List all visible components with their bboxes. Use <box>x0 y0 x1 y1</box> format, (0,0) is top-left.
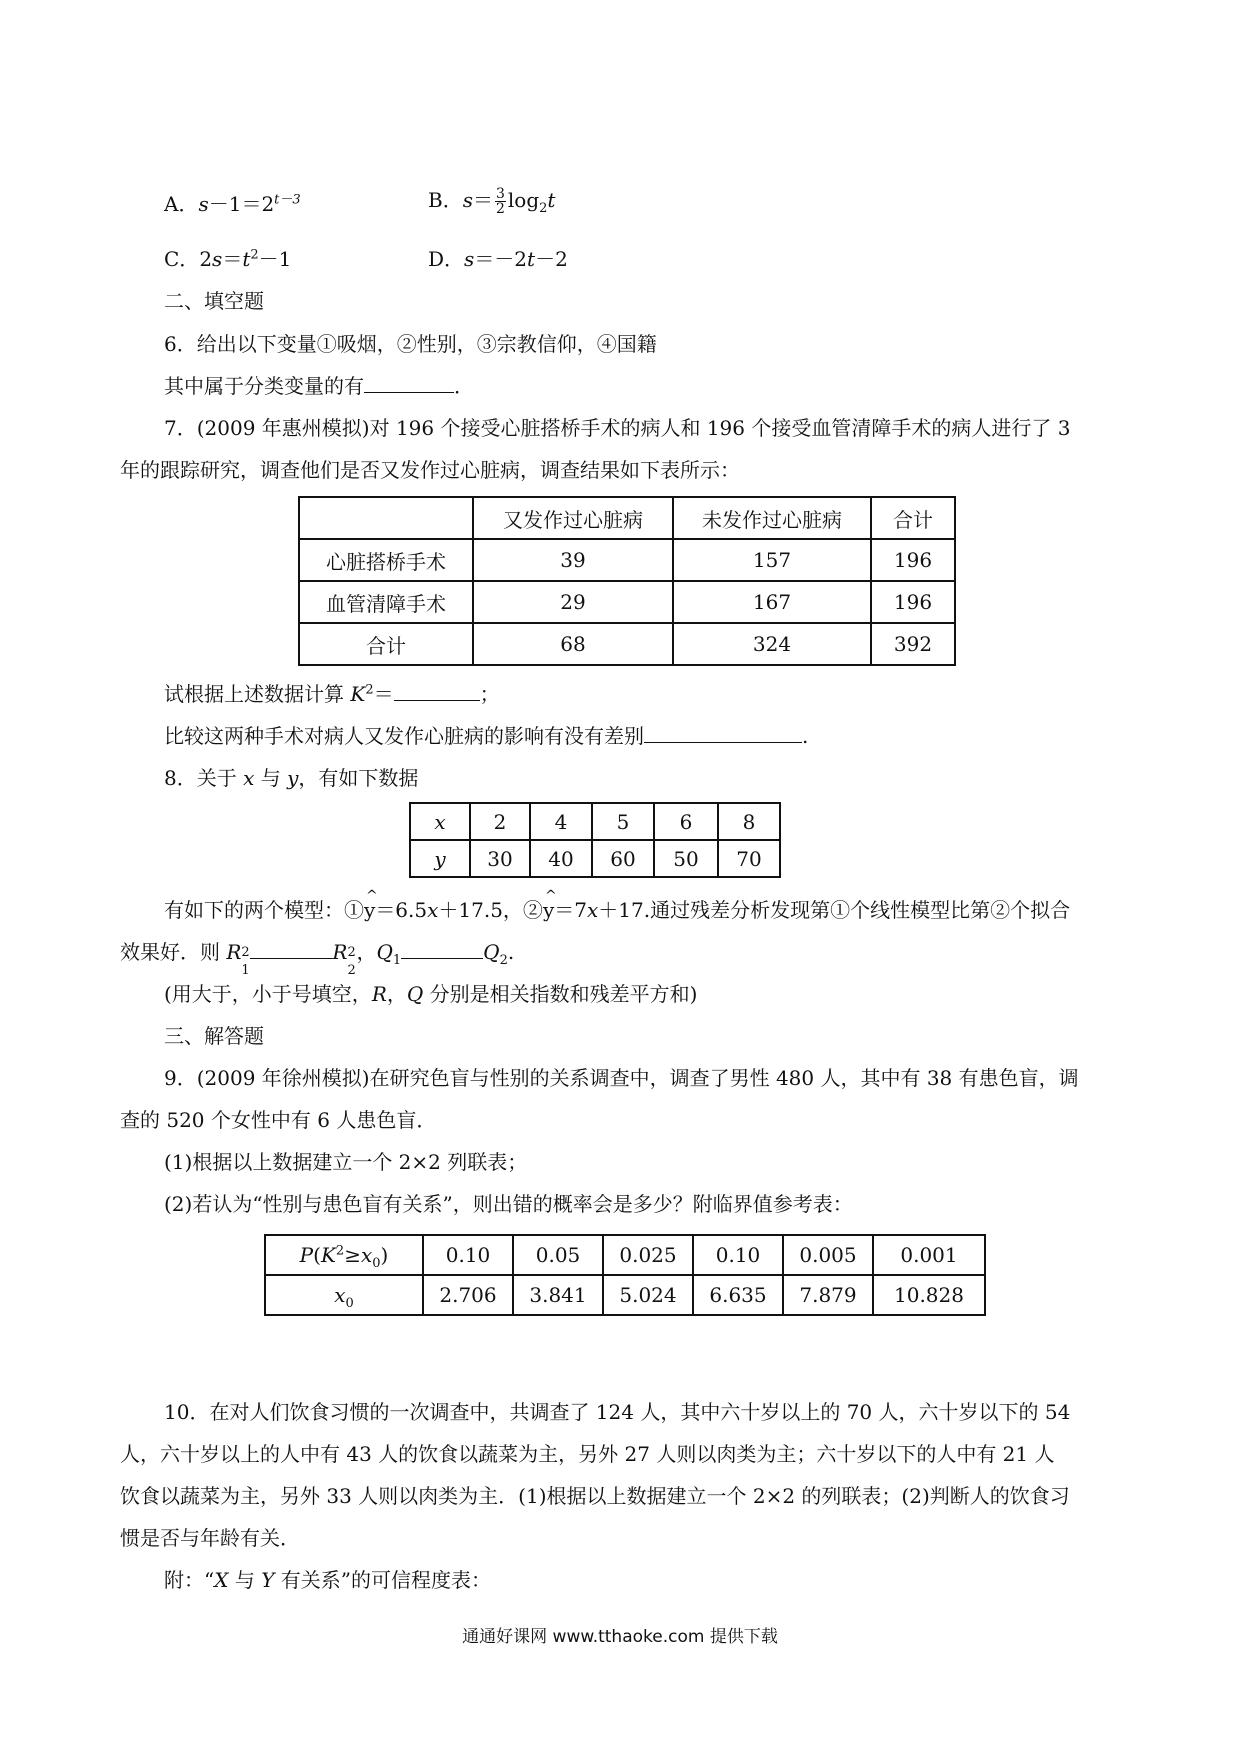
answer-blank[interactable] <box>364 372 454 393</box>
table-cell: y <box>410 840 470 877</box>
table-cell: 0.05 <box>513 1235 603 1275</box>
q9-line2: 查的 520 个女性中有 6 人患色盲． <box>120 1108 437 1132</box>
table-cell: 6 <box>654 803 718 840</box>
table-cell: 4 <box>530 803 592 840</box>
q7-line1: 7．(2009 年惠州模拟)对 196 个接受心脏搭桥手术的病人和 196 个接受血管清障手术的病人进行了 3 <box>164 416 1071 440</box>
q10-line3: 饮食以蔬菜为主，另外 33 人则以肉类为主．(1)根据以上数据建立一个 2×2 的列联表；(2)判断人的饮食习 <box>120 1484 1070 1508</box>
table-cell: 167 <box>673 581 871 623</box>
page-footer: 通通好课网 www.tthaoke.com 提供下载 <box>462 1627 778 1647</box>
q6-line2: 其中属于分类变量的有 ． <box>164 374 474 398</box>
table-cell: 40 <box>530 840 592 877</box>
q10-line1: 10．在对人们饮食习惯的一次调查中，共调查了 124 人，其中六十岁以上的 70 人，六十岁以下的 54 <box>164 1400 1071 1424</box>
table-cell: 196 <box>871 581 955 623</box>
table-cell: 2 <box>470 803 530 840</box>
q9-line4: (2)若认为“性别与患色盲有关系”，则出错的概率会是多少？附临界值参考表： <box>164 1192 853 1216</box>
table-header-row <box>299 497 955 539</box>
q8-line1: 8．关于 x 与 y，有如下数据 <box>164 766 419 790</box>
table-cell: 0.001 <box>873 1235 985 1275</box>
table-cell: 合计 <box>299 623 473 665</box>
q8-line4: (用大于，小于号填空，R，Q 分别是相关指数和残差平方和) <box>164 982 698 1006</box>
option-d: D．s＝－2t－2 <box>428 247 568 271</box>
table-cell: 2.706 <box>423 1275 513 1315</box>
answer-blank[interactable] <box>644 722 802 743</box>
table-cell: 血管清障手术 <box>299 581 473 623</box>
q7-table <box>298 496 956 666</box>
table-cell: 0.10 <box>693 1235 783 1275</box>
table-row <box>265 1235 985 1275</box>
table-row <box>299 623 955 665</box>
answer-blank[interactable] <box>394 680 480 701</box>
q10-line5: 附：“X 与 Y 有关系”的可信程度表： <box>164 1568 491 1592</box>
table-cell: 未发作过心脏病 <box>673 497 871 539</box>
table-cell: 5 <box>592 803 654 840</box>
table-row <box>299 539 955 581</box>
q9-line1: 9．(2009 年徐州模拟)在研究色盲与性别的关系调查中，调查了男性 480 人，其中有 38 有患色盲，调 <box>164 1066 1079 1090</box>
option-a: A．$s-1=2^{t-3}$ <box>164 192 301 216</box>
table-cell: 39 <box>473 539 673 581</box>
table-cell: $x_0$ <box>265 1275 423 1315</box>
option-b: B．s＝ $\frac{3}{2}$ $\log_2t$ <box>428 186 556 217</box>
table-cell: 30 <box>470 840 530 877</box>
table-cell: 5.024 <box>603 1275 693 1315</box>
answer-blank[interactable] <box>401 938 483 959</box>
table-cell: 157 <box>673 539 871 581</box>
table-row <box>265 1275 985 1315</box>
table-row <box>410 803 780 840</box>
y-hat: ^ y <box>364 896 375 924</box>
table-cell <box>299 497 473 539</box>
table-cell: 3.841 <box>513 1275 603 1315</box>
table-cell: 392 <box>871 623 955 665</box>
q8-table <box>409 802 781 878</box>
table-cell: 心脏搭桥手术 <box>299 539 473 581</box>
section-title-fill-blank: 二、填空题 <box>164 289 264 313</box>
table-cell: 70 <box>718 840 780 877</box>
table-cell: 50 <box>654 840 718 877</box>
section-title-solve: 三、解答题 <box>164 1024 264 1048</box>
q7-after1: 试根据上述数据计算 $K^2=$ ； <box>164 682 500 706</box>
q9-line3: (1)根据以上数据建立一个 2×2 列联表； <box>164 1150 528 1174</box>
table-cell: 196 <box>871 539 955 581</box>
table-cell: 68 <box>473 623 673 665</box>
table-cell: 7.879 <box>783 1275 873 1315</box>
q6-line1: 6．给出以下变量①吸烟，②性别，③宗教信仰，④国籍 <box>164 332 657 356</box>
table-cell: 29 <box>473 581 673 623</box>
table-row <box>410 840 780 877</box>
table-cell: 6.635 <box>693 1275 783 1315</box>
table-row <box>299 581 955 623</box>
q10-line2: 人，六十岁以上的人中有 43 人的饮食以蔬菜为主，另外 27 人则以肉类为主；六十岁以下的人中有 21 人 <box>120 1442 1055 1466</box>
table-cell: x <box>410 803 470 840</box>
answer-blank[interactable] <box>250 938 332 959</box>
table-cell: 0.025 <box>603 1235 693 1275</box>
table-cell: 10.828 <box>873 1275 985 1315</box>
q8-models: 有如下的两个模型：①^ y＝6.5x＋17.5，②^ y＝7x＋17.通过残差分析发现第①个线性模型比第②个拟合 <box>164 896 1070 924</box>
table-cell: 8 <box>718 803 780 840</box>
table-cell: $P(K^2\ge x_0)$ <box>265 1235 423 1275</box>
fraction: $\frac{3}{2}$ <box>495 186 505 217</box>
q10-line4: 惯是否与年龄有关． <box>120 1526 300 1550</box>
option-c: C．$2s=t^2-1$ <box>164 247 292 271</box>
table-cell: 又发作过心脏病 <box>473 497 673 539</box>
table-cell: 合计 <box>871 497 955 539</box>
q9-critical-table <box>264 1234 986 1316</box>
table-cell: 0.10 <box>423 1235 513 1275</box>
q7-line2: 年的跟踪研究，调查他们是否又发作过心脏病，调查结果如下表所示： <box>120 458 740 482</box>
q7-after2: 比较这两种手术对病人又发作心脏病的影响有没有差别 . <box>164 724 809 748</box>
table-cell: 60 <box>592 840 654 877</box>
y-hat: ^ y <box>543 896 554 924</box>
table-cell: 0.005 <box>783 1235 873 1275</box>
q8-line3: 效果好．则 R 2 1 R 2 2 ，$Q_1$ $Q_2$. <box>120 940 515 978</box>
table-cell: 324 <box>673 623 871 665</box>
